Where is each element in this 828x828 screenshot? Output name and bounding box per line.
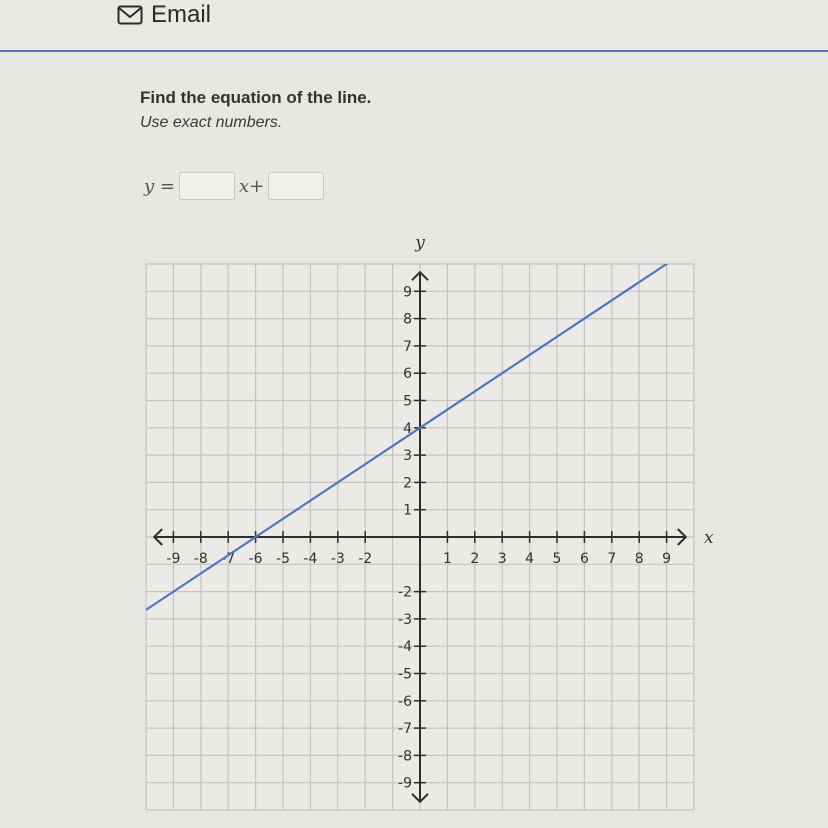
y-tick-label: 1 bbox=[403, 502, 412, 519]
x-tick-label: -9 bbox=[166, 551, 181, 567]
x-tick-label: -3 bbox=[330, 551, 345, 567]
x-tick-label: 4 bbox=[525, 551, 535, 567]
y-tick-label: -7 bbox=[398, 721, 412, 738]
x-tick-label: 7 bbox=[607, 551, 617, 567]
y-tick-label: 2 bbox=[403, 475, 412, 492]
question-title: Find the equation of the line. bbox=[140, 88, 372, 107]
x-tick-label: -6 bbox=[248, 551, 263, 567]
y-tick-label: 7 bbox=[403, 338, 412, 355]
y-axis-label: y bbox=[415, 233, 425, 253]
y-tick-label: -9 bbox=[398, 775, 412, 792]
y-tick-label: 3 bbox=[403, 448, 412, 465]
x-tick-label: 1 bbox=[442, 551, 452, 567]
x-tick-label: -8 bbox=[193, 551, 208, 567]
x-tick-label: -4 bbox=[303, 551, 318, 567]
y-tick-label: 8 bbox=[403, 311, 412, 328]
y-tick-label: -3 bbox=[398, 611, 412, 628]
x-tick-label: -2 bbox=[358, 551, 373, 567]
email-label: Email bbox=[151, 1, 212, 28]
y-tick-label: 6 bbox=[403, 366, 412, 383]
y-tick-label: -6 bbox=[398, 693, 412, 710]
equation-lhs: y = bbox=[144, 175, 175, 197]
x-tick-label: 6 bbox=[579, 551, 589, 567]
equation-x-term: x+ bbox=[238, 175, 265, 197]
x-tick-label: -7 bbox=[221, 551, 236, 567]
y-tick-label: -4 bbox=[398, 639, 412, 656]
question-subtitle: Use exact numbers. bbox=[140, 114, 283, 131]
y-tick-label: 5 bbox=[403, 393, 412, 410]
y-tick-label: -2 bbox=[398, 584, 412, 601]
x-tick-label: 2 bbox=[470, 551, 480, 567]
x-tick-label: 9 bbox=[662, 551, 672, 567]
x-tick-label: 8 bbox=[634, 551, 644, 567]
y-tick-label: -5 bbox=[398, 666, 412, 683]
x-tick-label: -5 bbox=[276, 551, 290, 567]
x-tick-label: 3 bbox=[497, 551, 507, 567]
x-tick-label: 5 bbox=[552, 551, 562, 567]
x-axis-label: x bbox=[704, 528, 714, 548]
y-tick-label: 9 bbox=[403, 284, 412, 301]
y-tick-label: -8 bbox=[398, 748, 412, 765]
y-tick-label: 4 bbox=[403, 420, 412, 437]
